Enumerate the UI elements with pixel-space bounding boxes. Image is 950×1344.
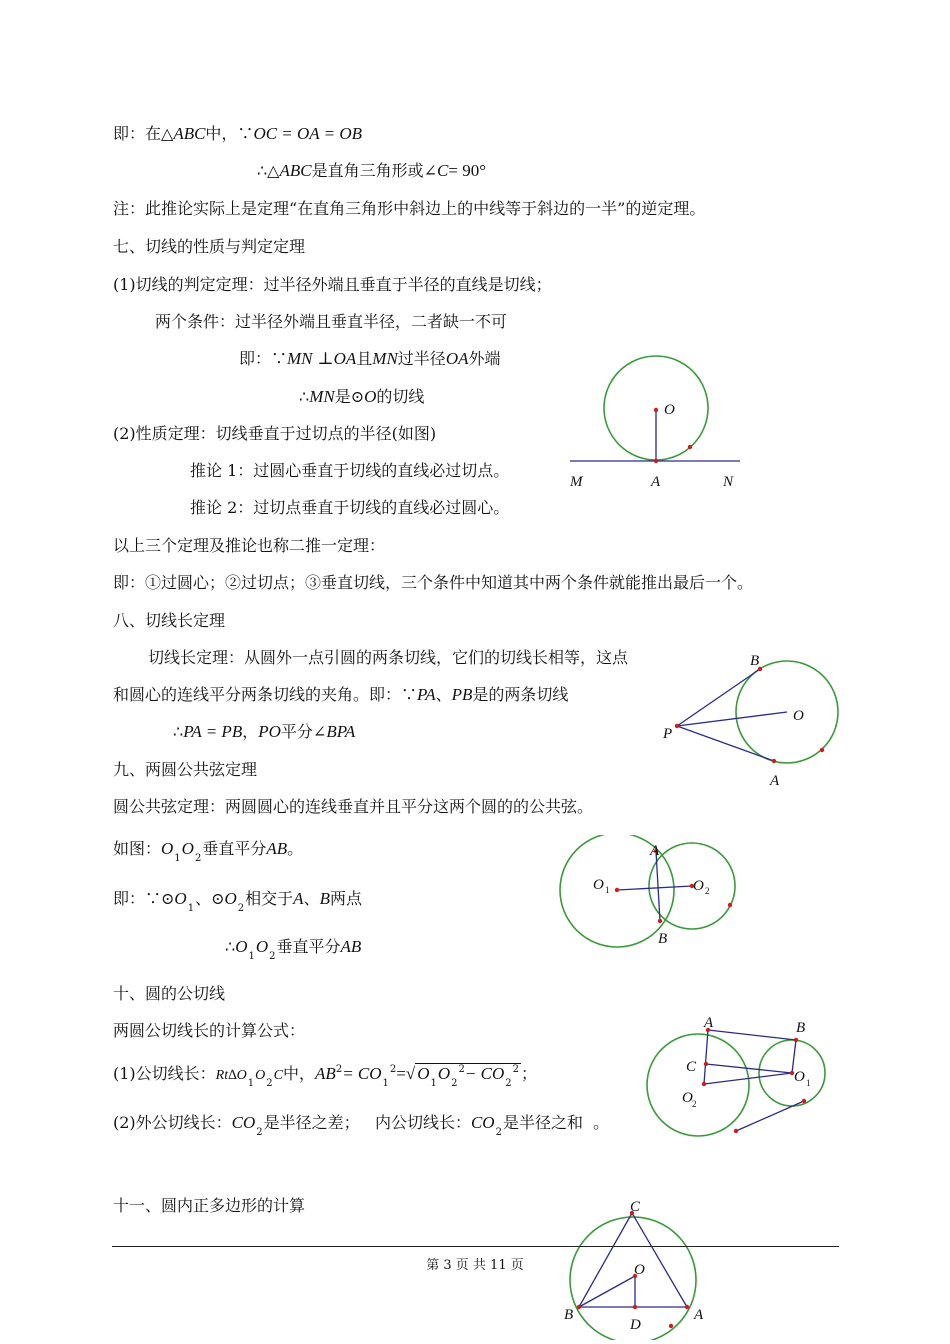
subscript: 1 bbox=[430, 1078, 437, 1089]
subscript: 2 bbox=[505, 1078, 512, 1089]
text-line bbox=[173, 722, 355, 742]
text-line: 即：①过圆心；②过切点；③垂直切线，三个条件中知道其中两个条件就能推出最后一个。 bbox=[113, 573, 754, 592]
label-b: B bbox=[796, 1020, 806, 1036]
label-d: D bbox=[630, 1317, 641, 1333]
section-heading: 十、圆的公切线 bbox=[113, 984, 226, 1003]
text: 、⊙ bbox=[195, 889, 225, 908]
math: − CO bbox=[464, 1064, 505, 1083]
text: 相交于 bbox=[245, 889, 294, 908]
text-line bbox=[257, 161, 486, 181]
sqrt-sign: √ bbox=[405, 1064, 416, 1083]
math: CO bbox=[231, 1113, 256, 1132]
point-a bbox=[685, 1305, 689, 1309]
math: C bbox=[437, 161, 449, 180]
text: 外端 bbox=[468, 349, 501, 368]
point-b bbox=[577, 1305, 581, 1309]
math: O bbox=[235, 937, 248, 956]
label-o1: O bbox=[593, 877, 604, 893]
math: ⊥ bbox=[317, 349, 334, 368]
label-m: M bbox=[570, 474, 583, 490]
math: = CO bbox=[342, 1064, 382, 1083]
text-line: (2)性质定理：切线垂直于过切点的半径(如图) bbox=[113, 424, 437, 443]
math: O bbox=[181, 839, 194, 858]
label-o2: O bbox=[682, 1090, 693, 1106]
math: AB bbox=[340, 937, 362, 956]
label-b: B bbox=[564, 1307, 574, 1323]
circle-o2 bbox=[647, 1034, 749, 1136]
math: O bbox=[255, 1068, 266, 1083]
label-c: C bbox=[686, 1059, 697, 1075]
math: MN bbox=[287, 349, 313, 368]
common-tangent-figure bbox=[640, 1015, 835, 1145]
math: MN bbox=[372, 349, 398, 368]
text: 垂直平分 bbox=[202, 839, 267, 858]
math: ABC bbox=[279, 161, 312, 180]
point-b bbox=[794, 1038, 798, 1042]
text-line: 两个条件：过半径外端且垂直半径，二者缺一不可 bbox=[155, 312, 508, 331]
text: 。 bbox=[593, 1113, 610, 1132]
math: O bbox=[364, 387, 377, 406]
label-o: O bbox=[793, 708, 804, 724]
text: 是直角三角形或∠ bbox=[311, 161, 438, 180]
label-b: B bbox=[750, 653, 760, 669]
point-a bbox=[654, 459, 658, 463]
tangent-pa bbox=[677, 726, 774, 761]
section-heading: 七、切线的性质与判定定理 bbox=[113, 237, 306, 256]
math: O bbox=[437, 1064, 451, 1083]
math: OA bbox=[445, 349, 469, 368]
math: ABC bbox=[173, 124, 206, 143]
text: 是半径之差； bbox=[263, 1113, 360, 1132]
text-line bbox=[113, 124, 362, 144]
text: 平分∠ bbox=[280, 722, 327, 741]
point-o1 bbox=[615, 888, 619, 892]
line-co1 bbox=[706, 1064, 792, 1073]
subscript: 2 bbox=[194, 853, 202, 864]
label-a: A bbox=[770, 773, 780, 789]
text: 即：∵⊙ bbox=[113, 889, 175, 908]
subscript: 1 bbox=[248, 951, 255, 962]
math: AB bbox=[315, 1064, 336, 1083]
page-footer: 第 3 页 共 11 页 bbox=[426, 1258, 524, 1273]
text-line bbox=[113, 889, 362, 912]
text: 、 bbox=[435, 685, 452, 704]
tangent-figure bbox=[560, 355, 750, 495]
point-d bbox=[633, 1305, 637, 1309]
text: 内公切线长： bbox=[374, 1113, 471, 1132]
label-a: A bbox=[651, 474, 661, 490]
math: OA bbox=[333, 349, 357, 368]
math: BPA bbox=[326, 722, 356, 741]
math: B bbox=[319, 889, 330, 908]
formula-line bbox=[113, 1064, 537, 1087]
label-p: P bbox=[663, 726, 673, 742]
superscript: 2 bbox=[512, 1064, 519, 1075]
point-o2 bbox=[702, 1082, 706, 1086]
superscript: 2 bbox=[335, 1064, 343, 1075]
text: 中， bbox=[283, 1064, 316, 1083]
point-o bbox=[654, 408, 658, 412]
point bbox=[669, 1324, 673, 1328]
tangent-length-figure bbox=[655, 650, 850, 790]
point-b bbox=[658, 919, 662, 923]
superscript: 2 bbox=[458, 1064, 465, 1075]
math: O bbox=[174, 889, 187, 908]
text-line: 圆公共弦定理：两圆圆心的连线垂直并且平分这两个圆的的公共弦。 bbox=[113, 797, 594, 816]
subscript: 2 bbox=[266, 1078, 273, 1089]
math: MN bbox=[309, 387, 335, 406]
label-sub: 1 bbox=[605, 885, 610, 895]
text-line bbox=[113, 1113, 609, 1136]
text-line: (1)切线的判定定理：过半径外端且垂直于半径的直线是切线； bbox=[113, 275, 552, 294]
math: C bbox=[273, 1068, 284, 1083]
subscript: 1 bbox=[247, 1078, 255, 1089]
tangent-ab bbox=[708, 1030, 796, 1040]
point bbox=[688, 445, 692, 449]
text: 。 bbox=[287, 839, 304, 858]
subscript: 2 bbox=[237, 903, 245, 914]
text: 且 bbox=[356, 349, 373, 368]
text: 是的两条切线 bbox=[472, 685, 569, 704]
math: = 90° bbox=[448, 161, 486, 180]
tangent-lower bbox=[736, 1101, 804, 1131]
text: 是半径之和 bbox=[502, 1113, 583, 1132]
text: 如图： bbox=[113, 839, 162, 858]
math: OC = OA = OB bbox=[253, 124, 363, 143]
label-sub: 2 bbox=[705, 886, 710, 896]
label-sub: 2 bbox=[692, 1099, 697, 1109]
math: CO bbox=[470, 1113, 495, 1132]
note-line: 注：此推论实际上是定理“在直角三角形中斜边上的中线等于斜边的一半”的逆定理。 bbox=[113, 199, 706, 218]
math: PB bbox=[451, 685, 473, 704]
math: PA bbox=[417, 685, 436, 704]
common-chord-figure bbox=[555, 835, 745, 955]
subscript: 1 bbox=[382, 1078, 389, 1089]
math: = bbox=[396, 1064, 406, 1083]
label-a: A bbox=[650, 843, 660, 859]
text: (2)外公切线长： bbox=[113, 1113, 232, 1132]
text: ∴ bbox=[173, 722, 184, 741]
label-a: A bbox=[694, 1307, 704, 1323]
superscript: 2 bbox=[389, 1064, 397, 1075]
text: 和圆心的连线平分两条切线的夹角。即：∵ bbox=[113, 685, 418, 704]
math: A bbox=[293, 889, 304, 908]
point bbox=[728, 903, 732, 907]
point bbox=[820, 748, 824, 752]
text: 垂直平分 bbox=[276, 937, 341, 956]
text-line bbox=[239, 349, 501, 369]
math: AB bbox=[266, 839, 288, 858]
text: ； bbox=[521, 1064, 538, 1083]
label-o: O bbox=[634, 1262, 645, 1278]
text: 是⊙ bbox=[334, 387, 365, 406]
text: (1)公切线长： bbox=[113, 1064, 216, 1083]
text: 中，∵ bbox=[205, 124, 254, 143]
line-ao2 bbox=[704, 1030, 708, 1084]
section-heading: 九、两圆公共弦定理 bbox=[113, 760, 258, 779]
label-o2: O bbox=[693, 878, 704, 894]
text-line: 两圆公切线长的计算公式： bbox=[113, 1021, 306, 1040]
text: ， bbox=[242, 722, 259, 741]
label-a: A bbox=[704, 1015, 714, 1031]
point-p bbox=[675, 724, 679, 728]
text-line bbox=[299, 387, 424, 407]
text: 的切线 bbox=[376, 387, 425, 406]
section-heading: 十一、圆内正多边形的计算 bbox=[113, 1196, 306, 1215]
text-line bbox=[113, 839, 303, 862]
text: 过半径 bbox=[397, 349, 446, 368]
text: 即：在△ bbox=[113, 124, 174, 143]
math: O bbox=[224, 889, 237, 908]
footer-divider bbox=[112, 1246, 839, 1247]
text: 两点 bbox=[329, 889, 362, 908]
text-line bbox=[113, 685, 568, 705]
label-o1: O bbox=[794, 1069, 805, 1085]
text-line: 推论 1：过圆心垂直于切线的直线必过切点。 bbox=[190, 461, 510, 480]
point bbox=[734, 1129, 738, 1133]
text-line: 推论 2：过切点垂直于切线的直线必过圆心。 bbox=[190, 498, 510, 517]
subscript: 2 bbox=[256, 1127, 263, 1138]
section-heading: 八、切线长定理 bbox=[113, 611, 226, 630]
label-b: B bbox=[658, 931, 668, 947]
math: PO bbox=[258, 722, 281, 741]
subscript: 1 bbox=[187, 903, 195, 914]
text: ∴ bbox=[225, 937, 236, 956]
label-o: O bbox=[664, 402, 675, 418]
subscript: 2 bbox=[451, 1078, 458, 1089]
text-line: 切线长定理：从圆外一点引圆的两条切线，它们的切线长相等，这点 bbox=[148, 648, 629, 667]
math: Rt∆O bbox=[215, 1068, 247, 1083]
math: O bbox=[417, 1064, 430, 1083]
subscript: 2 bbox=[269, 951, 276, 962]
text-line: 以上三个定理及推论也称二推一定理： bbox=[113, 536, 386, 555]
point-c bbox=[704, 1062, 708, 1066]
text-line bbox=[225, 937, 361, 960]
text: ∴△ bbox=[257, 161, 280, 180]
subscript: 2 bbox=[495, 1127, 502, 1138]
sqrt-body bbox=[415, 1063, 521, 1089]
text: ∴ bbox=[299, 387, 310, 406]
line-o1o2 bbox=[617, 886, 692, 890]
label-sub: 1 bbox=[806, 1078, 811, 1088]
text: 即：∵ bbox=[239, 349, 288, 368]
math: O bbox=[255, 937, 269, 956]
math: O bbox=[161, 839, 174, 858]
text: 、 bbox=[303, 889, 320, 908]
point-a bbox=[772, 759, 776, 763]
subscript: 1 bbox=[174, 853, 181, 864]
point bbox=[802, 1099, 806, 1103]
math: PA = PB bbox=[183, 722, 243, 741]
label-c: C bbox=[630, 1199, 641, 1215]
label-n: N bbox=[723, 474, 734, 490]
